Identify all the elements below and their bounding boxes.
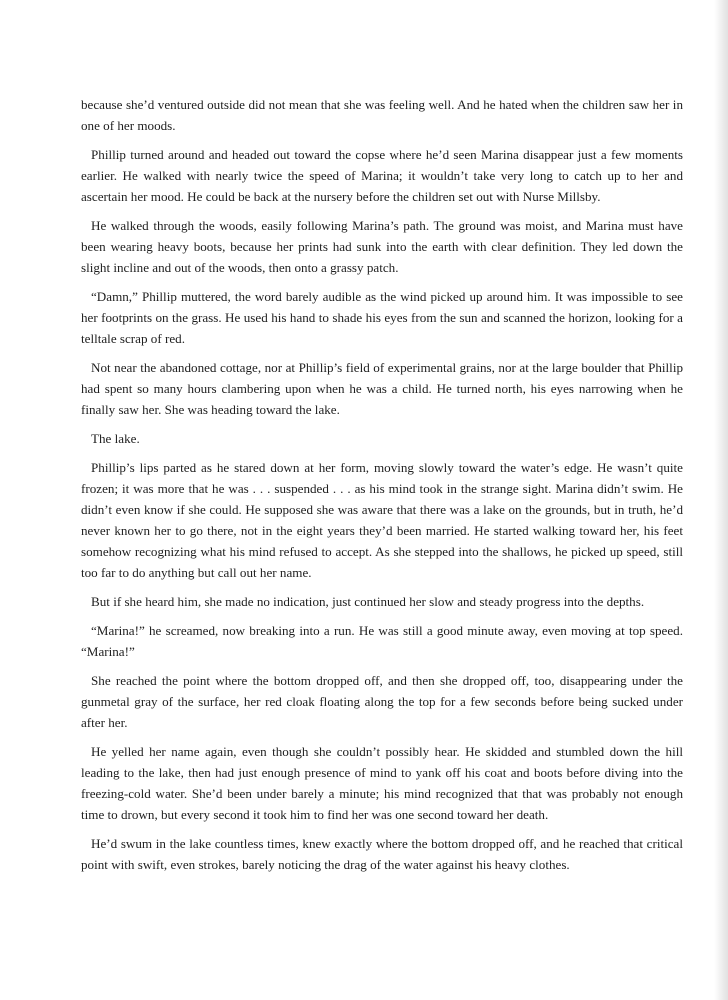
paragraph-9: “Marina!” he screamed, now breaking into a run. He was still a good minute away, even moving at top speed. “Marina!” (81, 623, 683, 659)
paragraph-10: She reached the point where the bottom dropped off, and then she dropped off, too, disappearing under the gunmetal gray of the surface, her red cloak floating along the top for a few seconds before being sucked under after her. (81, 673, 683, 730)
paragraph-11: He yelled her name again, even though she couldn’t possibly hear. He skidded and stumbled down the hill leading to the lake, then had just enough presence of mind to yank off his coat and boots before diving into the freezing-cold water. She’d been under barely a minute; his mind recognized that that was probably not enough time to drown, but every second it took him to find her was one second toward her death. (81, 744, 683, 822)
paragraph-5: Not near the abandoned cottage, nor at Phillip’s field of experimental grains, nor at the large boulder that Phillip had spent so many hours clambering upon when he was a child. He turned north, his eyes narrowing when he finally saw her. She was heading toward the lake. (81, 360, 683, 417)
paragraph-12: He’d swum in the lake countless times, knew exactly where the bottom dropped off, and he reached that critical point with swift, even strokes, barely noticing the drag of the water against his heavy clothes. (81, 836, 683, 872)
paragraph-7: Phillip’s lips parted as he stared down at her form, moving slowly toward the water’s edge. He wasn’t quite frozen; it was more that he was . . . suspended . . . as his mind took in the strange sight. Marina didn’t swim. He didn’t even know if she could. He supposed she was aware that there was a lake on the grounds, but in truth, he’d never known her to go there, not in the eight years they’d been married. He started walking toward her, his feet somehow recognizing what his mind refused to accept. As she stepped into the shallows, he picked up speed, still too far to do anything but call out her name. (81, 460, 683, 580)
paragraph-6: The lake. (91, 431, 140, 446)
page-edge-shadow (714, 0, 728, 1000)
paragraph-1: because she’d ventured outside did not mean that she was feeling well. And he hated when the children saw her in one of her moods. (81, 97, 683, 133)
paragraph-8: But if she heard him, she made no indication, just continued her slow and steady progress into the depths. (91, 594, 645, 609)
paragraph-4: “Damn,” Phillip muttered, the word barely audible as the wind picked up around him. It was impossible to see her footprints on the grass. He used his hand to shade his eyes from the sun and scanned the horizon, looking for a telltale scrap of red. (81, 289, 683, 346)
paragraph-2: Phillip turned around and headed out toward the copse where he’d seen Marina disappear just a few moments earlier. He walked with nearly twice the speed of Marina; it wouldn’t take very long to catch up to her and ascertain her mood. He could be back at the nursery before the children set out with Nurse Millsby. (81, 147, 683, 204)
paragraph-3: He walked through the woods, easily following Marina’s path. The ground was moist, and Marina must have been wearing heavy boots, because her prints had sunk into the earth with clear definition. They led down the slight incline and out of the woods, then onto a grassy patch. (81, 218, 683, 275)
page-body-text (81, 94, 683, 883)
